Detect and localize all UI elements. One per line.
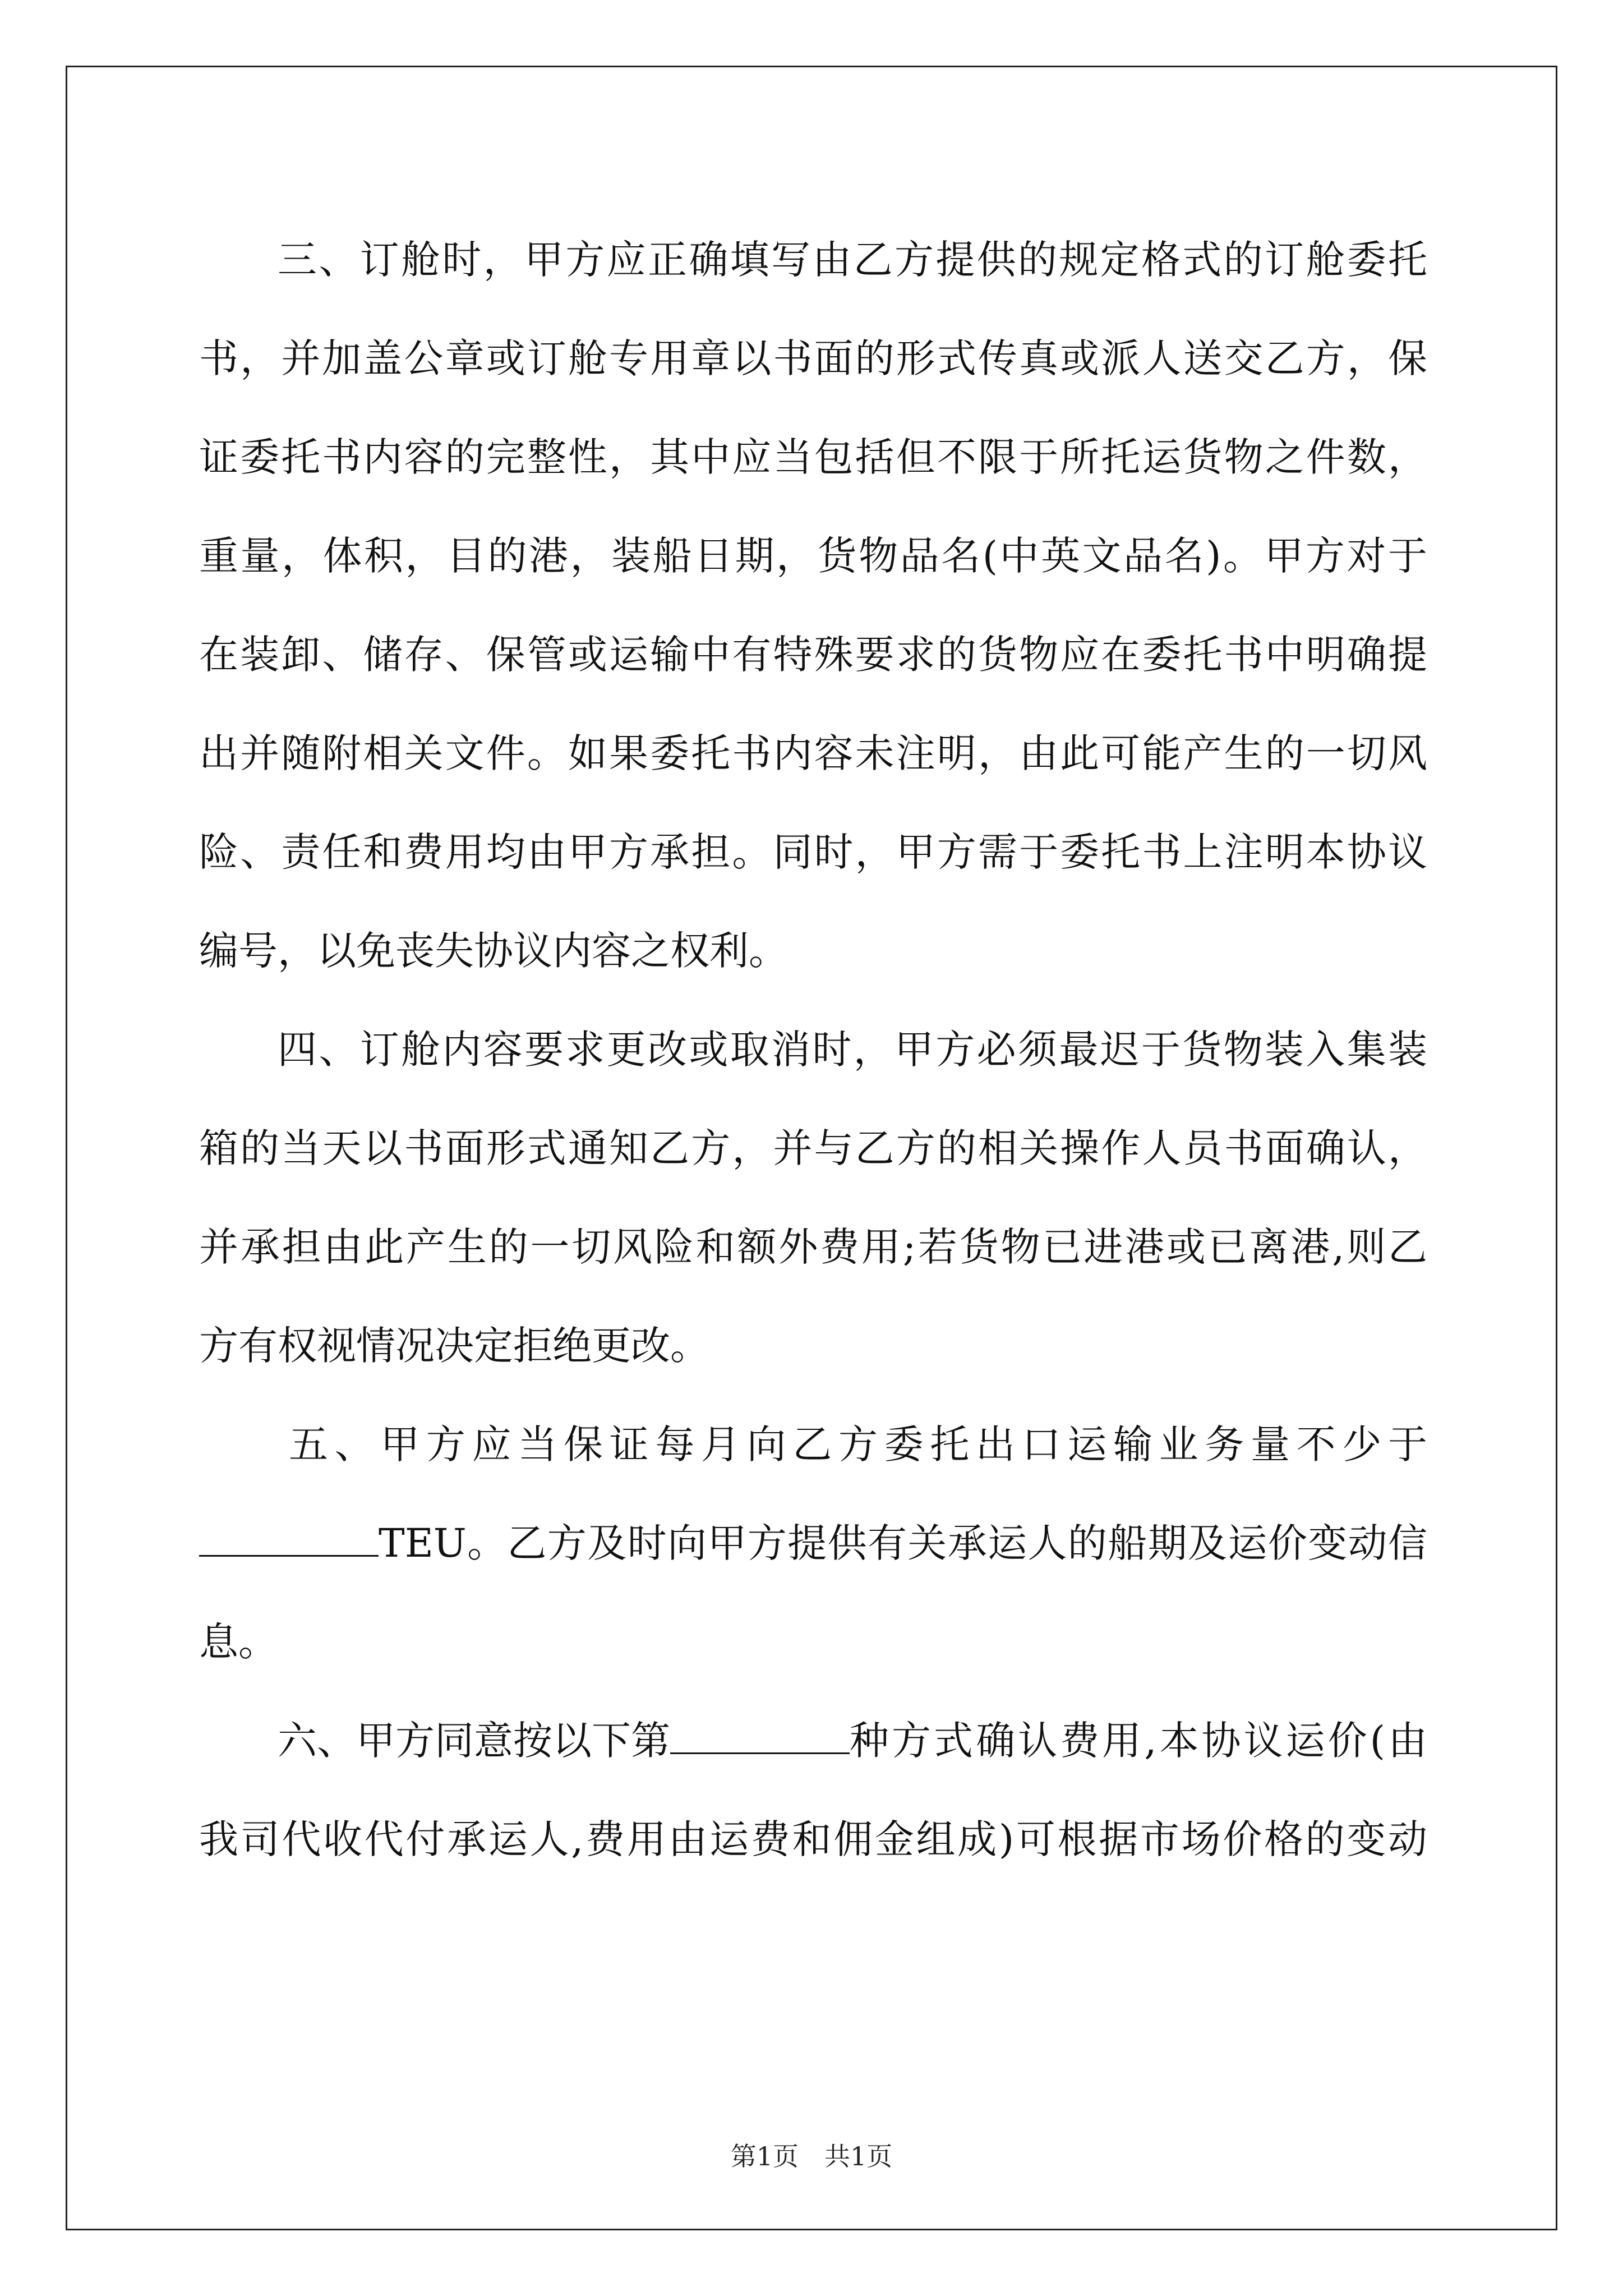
method-number-blank-field[interactable] — [670, 1717, 850, 1754]
paragraph-5-line-1: 五、甲方应当保证每月向乙方委托出口运输业务量不少于 — [289, 1421, 1427, 1467]
paragraph-4-line-3: 并承担由此产生的一切风险和额外费用;若货物已进港或已离港,则乙 — [199, 1224, 1427, 1270]
paragraph-5-line-3: 息。 — [199, 1619, 278, 1665]
teu-blank-field[interactable] — [199, 1519, 379, 1557]
paragraph-6-line-1-prefix: 六、甲方同意按以下第 — [278, 1718, 670, 1764]
paragraph-5-line-2-text: TEU。乙方及时向甲方提供有关承运人的船期及运价变动信 — [379, 1520, 1427, 1566]
paragraph-6-line-1 — [199, 1691, 1427, 1790]
paragraph-6-line-2: 我司代收代付承运人,费用由运费和佣金组成)可根据市场价格的变动 — [199, 1816, 1427, 1862]
paragraph-4-line-4: 方有权视情况决定拒绝更改。 — [199, 1323, 709, 1369]
paragraph-3-line-6: 出并随附相关文件。如果委托书内容未注明，由此可能产生的一切风 — [199, 730, 1427, 776]
paragraph-4-line-1: 四、订舱内容要求更改或取消时，甲方必须最迟于货物装入集装 — [278, 1027, 1427, 1073]
paragraph-3-line-1: 三、订舱时，甲方应正确填写由乙方提供的规定格式的订舱委托 — [278, 237, 1427, 283]
paragraph-5-line-2 — [199, 1494, 1427, 1593]
paragraph-3-line-2: 书，并加盖公章或订舱专用章以书面的形式传真或派人送交乙方，保 — [199, 335, 1427, 381]
paragraph-3-line-8: 编号，以免丧失协议内容之权利。 — [199, 928, 788, 974]
paragraph-3-line-5: 在装卸、储存、保管或运输中有特殊要求的货物应在委托书中明确提 — [199, 632, 1427, 678]
paragraph-4-line-2: 箱的当天以书面形式通知乙方，并与乙方的相关操作人员书面确认， — [199, 1125, 1427, 1171]
document-body — [199, 210, 1427, 1889]
page-footer: 第1页 共1页 — [730, 2141, 893, 2171]
paragraph-6-line-1-suffix: 种方式确认费用,本协议运价(由 — [850, 1718, 1427, 1764]
paragraph-3-line-4: 重量，体积，目的港，装船日期，货物品名(中英文品名)。甲方对于 — [199, 533, 1427, 579]
paragraph-3-line-3: 证委托书内容的完整性，其中应当包括但不限于所托运货物之件数， — [199, 434, 1427, 480]
paragraph-3-line-7: 险、责任和费用均由甲方承担。同时，甲方需于委托书上注明本协议 — [199, 829, 1427, 875]
